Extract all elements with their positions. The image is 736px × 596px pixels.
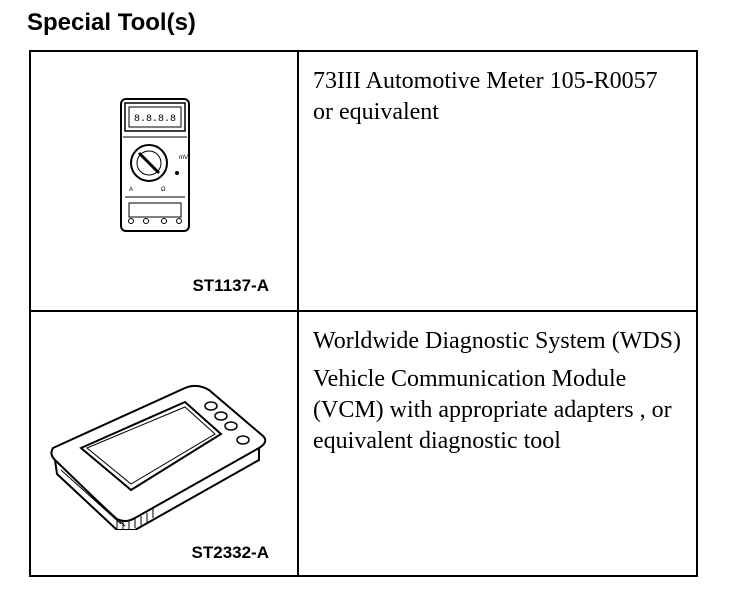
multimeter-icon: [119, 97, 191, 233]
tool-row: [31, 52, 696, 312]
tool-description: 73III Automotive Meter 105-R0057 or equivalent: [313, 68, 658, 125]
svg-text:Ω: Ω: [161, 187, 166, 193]
illustration-code: ST2332-A: [191, 543, 269, 562]
svg-text:mV: mV: [179, 155, 188, 161]
special-tools-table: [29, 50, 698, 577]
tool-description: Worldwide Diagnostic System (WDS): [313, 328, 682, 354]
tool-row: [31, 312, 696, 575]
illustration-code: ST1137-A: [192, 276, 269, 295]
tool-description-cell: [299, 312, 696, 575]
tool-illustration-cell: [31, 52, 299, 310]
tool-description-cell: [299, 52, 696, 310]
svg-text:8.8.8.8: 8.8.8.8: [133, 114, 177, 125]
diagnostic-tool-icon: [45, 378, 273, 530]
page-title: Special Tool(s): [27, 9, 196, 36]
tool-description: Vehicle Communication Module (VCM) with appropriate adapters , or equivalent diagnostic tool: [313, 366, 672, 454]
svg-text:A: A: [129, 187, 134, 193]
tool-illustration-cell: [31, 312, 299, 575]
